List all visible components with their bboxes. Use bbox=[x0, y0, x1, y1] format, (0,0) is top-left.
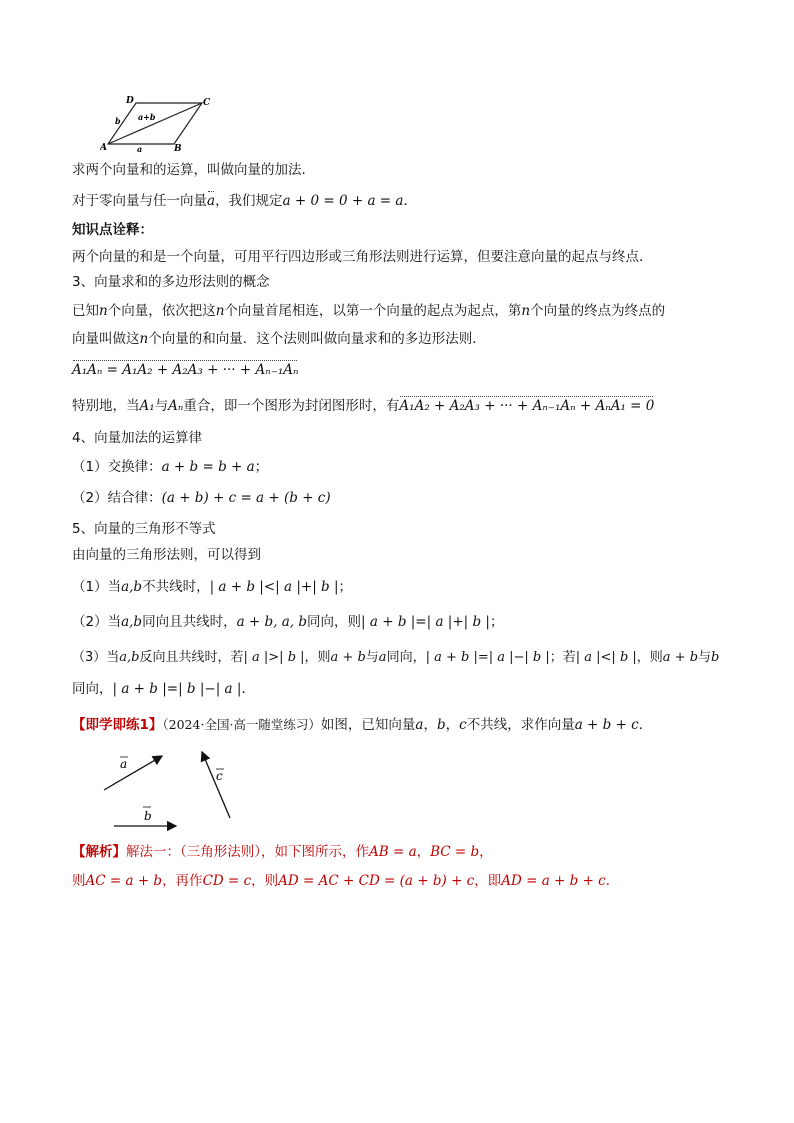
line-commutative bbox=[72, 458, 268, 476]
formula-ineq-3b: | a + b |=| b |−| a | bbox=[112, 681, 242, 697]
point-An: Aₙ bbox=[168, 398, 184, 414]
line-inequality-3 bbox=[72, 649, 719, 667]
label-A: A bbox=[100, 143, 107, 153]
text: ，则 bbox=[304, 650, 331, 665]
text: ，我们规定 bbox=[215, 193, 283, 209]
vector-a: a bbox=[207, 193, 216, 209]
vectors-figure bbox=[100, 748, 240, 836]
formula-AB: AB = a bbox=[369, 844, 417, 860]
text: ，再作 bbox=[162, 873, 203, 889]
vector-c-label: c bbox=[216, 769, 223, 783]
text: （2）当 bbox=[72, 614, 122, 630]
line-polygon-rule-2 bbox=[72, 330, 486, 348]
line-inequality-1 bbox=[72, 578, 352, 596]
label-diag: a+b bbox=[138, 112, 156, 122]
section-heading-5: 5、向量的三角形不等式 bbox=[72, 521, 216, 537]
formula-AD-1: AD = AC + CD = (a + b) + c bbox=[278, 873, 475, 889]
solution-text: 解法一：（三角形法则），如下图所示，作 bbox=[126, 844, 369, 860]
text: （1）交换律： bbox=[72, 459, 162, 475]
text: 个向量的终点为终点的 bbox=[530, 303, 666, 319]
text: ． bbox=[638, 717, 653, 733]
text: ， bbox=[479, 844, 493, 860]
vector-a-arrow bbox=[104, 756, 162, 790]
exercise-line bbox=[72, 716, 652, 734]
label-side-b: b bbox=[115, 116, 121, 126]
text: 个向量的和向量．这个法则叫做向量求和的多边形法则． bbox=[148, 331, 486, 347]
solution-line-2 bbox=[72, 872, 619, 890]
text: ； bbox=[254, 459, 269, 475]
var-n: n bbox=[99, 303, 108, 319]
label-C: C bbox=[203, 98, 211, 108]
var-n: n bbox=[521, 303, 531, 319]
text: ． bbox=[605, 873, 620, 889]
line-note: 两个向量的和是一个向量，可用平行四边形或三角形法则进行运算，但要注意向量的起点与终点． bbox=[72, 249, 653, 265]
cond-a-lt-b: | a |<| b | bbox=[575, 650, 637, 665]
knowledge-note-heading: 知识点诠释： bbox=[72, 222, 153, 238]
formula-BC: BC = b bbox=[430, 844, 480, 860]
formula-CD: CD = c bbox=[202, 873, 252, 889]
text: ，即 bbox=[474, 873, 502, 889]
text: 同向，则 bbox=[307, 614, 362, 630]
line-triangle-intro: 由向量的三角形法则，可以得到 bbox=[72, 547, 261, 563]
parallelogram-figure bbox=[100, 94, 220, 154]
text: ； bbox=[338, 579, 353, 595]
var-n: n bbox=[215, 303, 225, 319]
point-A1: A₁ bbox=[139, 398, 155, 414]
text: 同向且共线时， bbox=[142, 614, 237, 630]
text: 已知 bbox=[72, 303, 99, 319]
text: 与 bbox=[365, 650, 379, 665]
text: ． bbox=[403, 193, 417, 209]
section-heading-4: 4、向量加法的运算律 bbox=[72, 430, 203, 446]
line-definition: 求两个向量和的运算，叫做向量的加法． bbox=[72, 162, 315, 178]
text: ， bbox=[445, 717, 460, 733]
line-inequality-2 bbox=[72, 613, 503, 631]
text: （2）结合律： bbox=[72, 490, 162, 506]
vectors-ab: a,b bbox=[121, 579, 143, 595]
formula-zero: a + 0 = 0 + a = a bbox=[282, 193, 404, 209]
text: （1）当 bbox=[72, 579, 122, 595]
text: 不共线时， bbox=[142, 579, 210, 595]
solution-line-1 bbox=[72, 843, 493, 861]
sum-abc: a + b + c bbox=[574, 717, 639, 733]
text: 同向， bbox=[386, 650, 426, 665]
line-associative bbox=[72, 489, 331, 507]
label-B: B bbox=[174, 144, 182, 154]
vectors-ab: a,b bbox=[121, 614, 143, 630]
sum-ab: a + b bbox=[662, 650, 699, 665]
formula-ineq-2: | a + b |=| a |+| b | bbox=[361, 614, 490, 630]
text: ；若 bbox=[549, 650, 576, 665]
label-side-a: a bbox=[137, 144, 143, 154]
vector-b: b bbox=[436, 717, 446, 733]
text: 向量叫做这 bbox=[72, 331, 140, 347]
vector-c: c bbox=[459, 717, 467, 733]
vector-b-label: b bbox=[144, 809, 152, 823]
formula-ineq-3a: | a + b |=| a |−| b | bbox=[425, 650, 550, 665]
text: 同向， bbox=[72, 681, 113, 697]
formula-commutative: a + b = b + a bbox=[161, 459, 255, 475]
solution-tag: 【解析】 bbox=[72, 844, 126, 860]
text: ， bbox=[423, 717, 437, 733]
text: ，则 bbox=[251, 873, 279, 889]
text: 与 bbox=[698, 650, 712, 665]
line-closed-polygon bbox=[72, 397, 654, 415]
text: 重合，即一个图形为封闭图形时，有 bbox=[183, 398, 400, 414]
text: 反向且共线时，若 bbox=[139, 650, 244, 665]
text: ； bbox=[489, 614, 504, 630]
vector-c-arrow bbox=[202, 752, 230, 818]
line-zero-vector bbox=[72, 192, 417, 210]
vector-a: a bbox=[415, 717, 424, 733]
formula-AC: AC = a + b bbox=[85, 873, 163, 889]
text: 不共线，求作向量 bbox=[466, 717, 575, 733]
sum-ab: a + b bbox=[330, 650, 366, 665]
exercise-source: （2024·全国·高一随堂练习） bbox=[162, 717, 321, 732]
vector-b: b bbox=[711, 650, 720, 665]
section-heading-3: 3、向量求和的多边形法则的概念 bbox=[72, 274, 270, 290]
vectors-list: a + b, a, b bbox=[236, 614, 308, 630]
text: 个向量首尾相连，以第一个向量的起点为起点，第 bbox=[224, 303, 522, 319]
formula-text: A₁Aₙ = A₁A₂ + A₂A₃ + ··· + Aₙ₋₁Aₙ bbox=[72, 362, 299, 378]
vector-a-label: a bbox=[120, 757, 128, 771]
text: 特别地，当 bbox=[72, 398, 140, 414]
text: ． bbox=[241, 681, 255, 697]
formula-closed: A₁A₂ + A₂A₃ + ··· + Aₙ₋₁Aₙ + AₙA₁ = 0 bbox=[399, 398, 655, 414]
exercise-tag: 【即学即练1】 bbox=[72, 717, 163, 733]
text: 如图，已知向量 bbox=[320, 717, 416, 733]
line-inequality-3-cont bbox=[72, 680, 255, 698]
formula-AD-2: AD = a + b + c bbox=[501, 873, 606, 889]
text: 对于零向量与任一向量 bbox=[72, 193, 207, 209]
text: ， bbox=[416, 844, 431, 860]
line-polygon-rule-1 bbox=[72, 302, 665, 320]
label-D: D bbox=[126, 96, 134, 106]
var-n: n bbox=[139, 331, 149, 347]
text: 则 bbox=[72, 873, 86, 889]
cond-a-gt-b: | a |>| b | bbox=[243, 650, 305, 665]
vectors-ab: a,b bbox=[119, 650, 140, 665]
vector-a: a bbox=[378, 650, 387, 665]
text: 个向量，依次把这 bbox=[107, 303, 216, 319]
text: （3）当 bbox=[72, 650, 120, 665]
formula-ineq-1: | a + b |<| a |+| b | bbox=[209, 579, 339, 595]
text: 与 bbox=[154, 398, 169, 414]
text: ，则 bbox=[636, 650, 663, 665]
formula-associative: (a + b) + c = a + (b + c) bbox=[161, 490, 331, 506]
formula-polygon-sum bbox=[72, 361, 298, 379]
